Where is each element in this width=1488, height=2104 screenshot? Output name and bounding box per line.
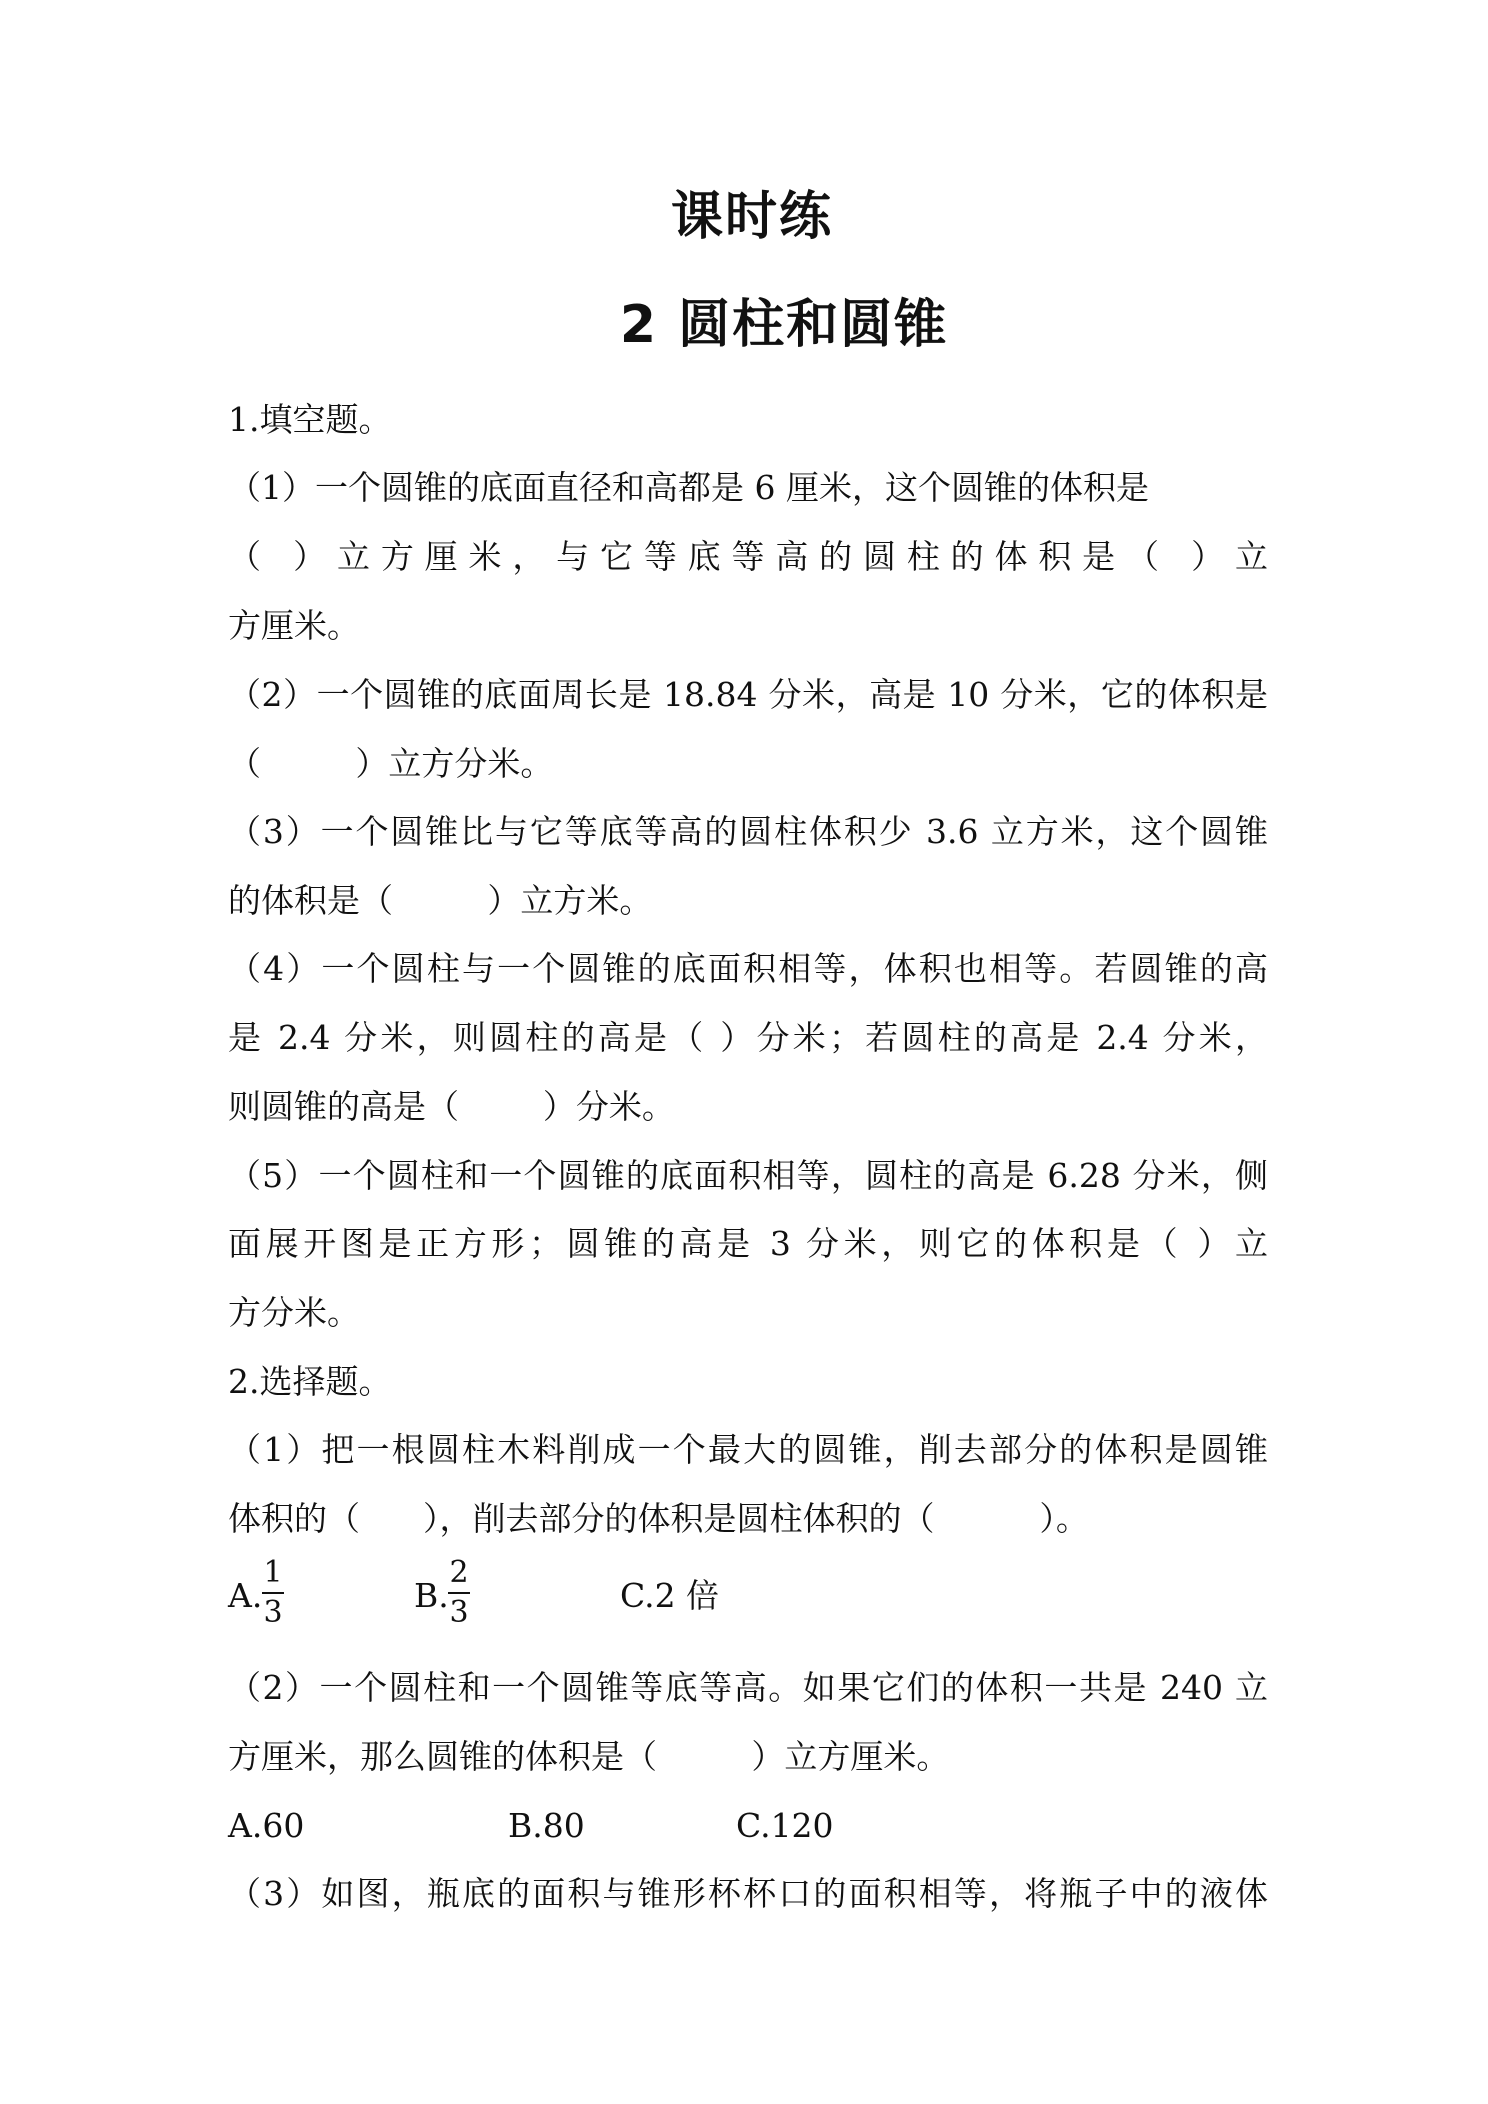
option-b: B.80 <box>508 1806 585 1845</box>
question-line: （3）一个圆锥比与它等底等高的圆柱体积少 3.6 立方米，这个圆锥 <box>228 812 1268 851</box>
question-line: （3）如图，瓶底的面积与锥形杯杯口的面积相等，将瓶子中的液体 <box>228 1874 1268 1913</box>
fraction <box>448 1556 470 1630</box>
option-c: C.120 <box>736 1806 834 1845</box>
fraction-numerator: 1 <box>262 1556 284 1594</box>
question-line: 面展开图是正方形；圆锥的高是 3 分米，则它的体积是（ ）立 <box>228 1224 1268 1263</box>
fraction-denominator: 3 <box>263 1595 283 1630</box>
question-line: （ ）立方分米。 <box>228 744 554 783</box>
fraction-denominator: 3 <box>449 1595 469 1630</box>
question-line: 则圆锥的高是（ ）分米。 <box>228 1087 675 1126</box>
question-line: 体积的（ ），削去部分的体积是圆柱体积的（ ）。 <box>228 1499 1089 1538</box>
fraction-numerator: 2 <box>448 1556 470 1594</box>
question-line: 是 2.4 分米，则圆柱的高是（ ）分米；若圆柱的高是 2.4 分米， <box>228 1018 1268 1057</box>
section-heading-fill-in: 1.填空题。 <box>228 400 392 439</box>
question-line: （1）一个圆锥的底面直径和高都是 6 厘米，这个圆锥的体积是 <box>228 468 1149 507</box>
worksheet-title: 课时练 <box>670 187 833 247</box>
option-label: B. <box>414 1576 449 1615</box>
unit-title: 2 圆柱和圆锥 <box>619 295 949 355</box>
question-line: 方分米。 <box>228 1293 360 1332</box>
option-label: A. <box>228 1576 263 1615</box>
question-line: （1）把一根圆柱木料削成一个最大的圆锥，削去部分的体积是圆锥 <box>228 1430 1268 1469</box>
question-line: 的体积是（ ）立方米。 <box>228 881 653 920</box>
question-line: 方厘米。 <box>228 606 360 645</box>
option-c: C.2 倍 <box>620 1576 720 1615</box>
question-line: （5）一个圆柱和一个圆锥的底面积相等，圆柱的高是 6.28 分米，侧 <box>228 1156 1268 1195</box>
question-line: （4）一个圆柱与一个圆锥的底面积相等，体积也相等。若圆锥的高 <box>228 949 1268 988</box>
question-line: （ ）立方厘米，与它等底等高的圆柱的体积是（ ）立 <box>228 537 1268 576</box>
question-line: （2）一个圆锥的底面周长是 18.84 分米，高是 10 分米，它的体积是 <box>228 675 1268 714</box>
fraction <box>262 1556 284 1630</box>
option-a: A.60 <box>228 1806 305 1845</box>
question-line: 方厘米，那么圆锥的体积是（ ）立方厘米。 <box>228 1737 950 1776</box>
section-heading-multiple-choice: 2.选择题。 <box>228 1362 392 1401</box>
question-line: （2）一个圆柱和一个圆锥等底等高。如果它们的体积一共是 240 立 <box>228 1668 1268 1707</box>
